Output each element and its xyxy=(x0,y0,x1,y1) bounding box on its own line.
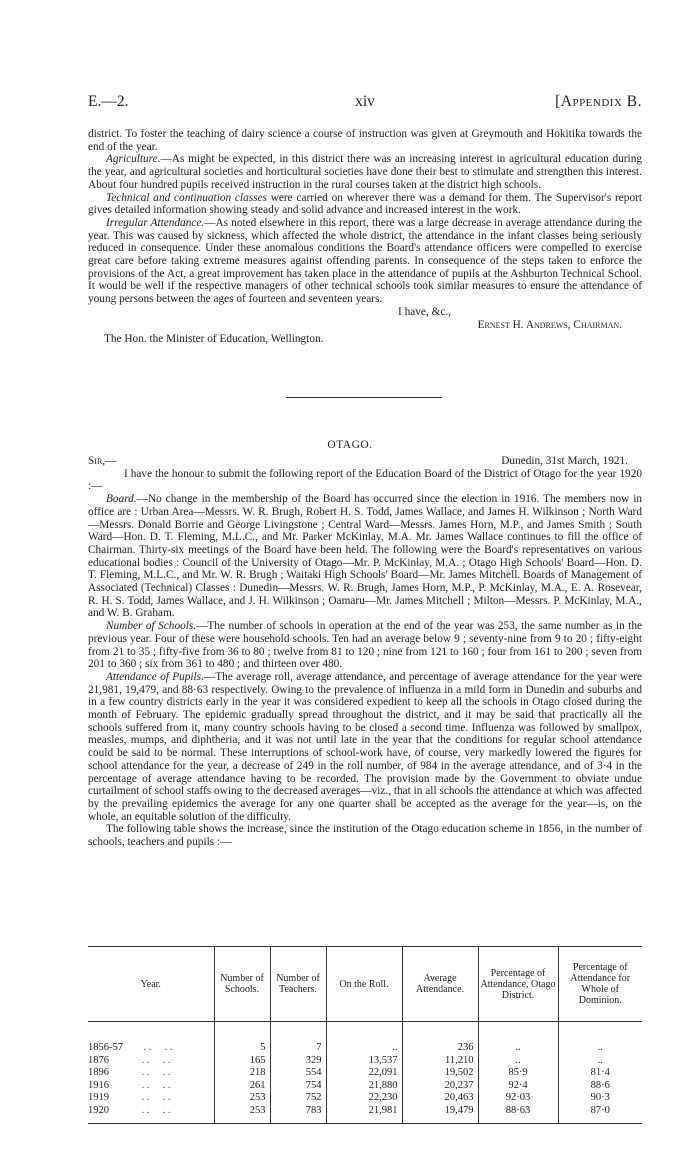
board-text: —No change in the membership of the Board has occurred since the election in 1916. The members now in office are : Urban Area—Messrs. W. R. Brugh, Robert H. S. Todd, James Wallace, and James H. Wilkinson ; North Ward—Messrs. Donald Borrie and George Livingstone ; Central Ward—Messrs. James Horn, M.P., and James Smith ; South Ward—Hon. D. T. Fleming, M.L.C., and Mr. Parker McKinlay, M.A. Mr. James Wallace continues to fill the office of Chairman. Thirty-six meetings of the Board have been held. The following were the Board's representatives on various educational bodies : Council of the University of Otago—Mr. P. McKinlay, M.A. ; Otago High Schools' Board—Hon. D. T. Fleming, M.L.C., and Mr. W. R. Brugh ; Waitaki High Schools' Board—Mr. James Mitchell. Boards of Management of Associated (Technical) Classes : Dunedin—Messrs. W. R. Brugh, James Horn, M.P., P. McKinlay, M.A., E. A. Rosevear, R. H. S. Todd, James Wallace, and J. H. Wilkinson ; Oamaru—Mr. James Mitchell ; Milton—Messrs. P. McKinlay, M.A., and W. B. Graham. xyxy=(88,493,642,620)
cell-pct-dominion: 81·4 xyxy=(558,1067,642,1080)
cell-year: 1919 . . . . xyxy=(88,1092,171,1103)
technical-text: were carried on wherever there was a demand for them. The Supervisor's report gives detailed information showing steady and solid advance and increased interest in the work. xyxy=(88,191,642,217)
cell-pct-dominion: 88·6 xyxy=(558,1080,642,1093)
paragraph-intro: I have the honour to submit the following report of the Education Board of the District of Otago for the year 1920 :— xyxy=(88,467,642,493)
section-title-otago: OTAGO. xyxy=(327,439,373,451)
paragraph-board xyxy=(88,493,642,620)
cell-year: 1920 . . . . xyxy=(88,1105,214,1124)
cell-teachers: 554 xyxy=(270,1067,326,1080)
cell-teachers: 752 xyxy=(270,1092,326,1105)
cell-teachers: 783 xyxy=(270,1105,326,1124)
addressee: The Hon. the Minister of Education, Wellington. xyxy=(104,333,324,346)
cell-pct-dominion: .. xyxy=(558,1042,642,1055)
cell-pct-dominion: 87·0 xyxy=(558,1105,642,1124)
cell-schools: 261 xyxy=(214,1080,270,1093)
header-reference: E.—2. xyxy=(88,93,129,110)
paragraph-technical xyxy=(88,192,642,217)
table-row xyxy=(88,1055,642,1068)
attendance-heading: Attendance of Pupils. xyxy=(106,670,204,683)
paragraph-table-intro: The following table shows the increase, since the institution of the Otago education scheme in 1856, in the number of schools, teachers and pupils :— xyxy=(88,823,642,849)
cell-roll: 21,880 xyxy=(326,1080,402,1093)
cell-roll: 22,230 xyxy=(326,1092,402,1105)
column-header-average-attendance: Average Attendance. xyxy=(402,947,478,1022)
cell-attendance: 20,237 xyxy=(402,1080,478,1093)
cell-pct-otago: 88·63 xyxy=(478,1105,558,1124)
irregular-attendance-text: —As noted elsewhere in this report, there was a large decrease in average attendance during the year. This was caused by sickness, which affected the whole district, the attendance in the infant classes being seriously reduced in consequence. Under these anomalous conditions the Board's attendance officers were compelled to exercise great care before taking extreme measures against offending parents. In consequence of the steps taken to enforce the provisions of the Act, a great improvement has taken place in the attendance of pupils at the Ashburton Technical School. It would be well if the respective managers of other technical schools took similar measures to ensure the attendance of young persons between the ages of fourteen and seventeen years. xyxy=(88,216,643,306)
cell-schools: 218 xyxy=(214,1067,270,1080)
cell-pct-dominion: 90·3 xyxy=(558,1092,642,1105)
paragraph-irregular-attendance xyxy=(88,217,642,306)
schools-heading: Number of Schools. xyxy=(106,620,197,633)
paragraph-agriculture xyxy=(88,153,642,191)
board-heading: Board. xyxy=(106,493,137,506)
section-divider xyxy=(286,397,442,398)
cell-roll: .. xyxy=(326,1042,402,1055)
cell-roll: 22,091 xyxy=(326,1067,402,1080)
canterbury-report-continuation xyxy=(88,128,642,346)
cell-pct-otago: .. xyxy=(478,1055,558,1068)
cell-attendance: 19,479 xyxy=(402,1105,478,1124)
table-row xyxy=(88,1080,642,1093)
cell-roll: 13,537 xyxy=(326,1055,402,1068)
table-row xyxy=(88,1042,642,1055)
cell-schools: 253 xyxy=(214,1092,270,1105)
table-row xyxy=(88,1105,642,1124)
column-header-year: Year. xyxy=(88,947,214,1022)
otago-statistics-table xyxy=(88,946,642,1124)
cell-teachers: 754 xyxy=(270,1080,326,1093)
agriculture-heading: Agriculture. xyxy=(106,153,161,166)
attendance-text: —The average roll, average attendance, and percentage of average attendance for the year were 21,981, 19,479, and 88·63 respectively. Owing to the prevalence of influenza in a mild form in Dunedin and suburbs and in a few country districts early in the year it was considered expedient to keep all the schools in Otago closed during the month of February. The epidemic gradually spread throughout the district, and it may be said that practically all the schools suffered from it, many country schools having to be closed a second time. Influenza was followed by smallpox, measles, mumps, and diphtheria, and it was not until late in the year that the conditions for regular school attendance could be said to be normal. These interruptions of school-work have, of course, very markedly lowered the figures for school attendance for the year, a decrease of 249 in the roll number, of 984 in the average attendance, and of 3·4 in the percentage of average attendance having to be recorded. The provision made by the Government to obviate undue curtailment of school staffs owing to the decreased averages—viz., that in all schools the attendance at which was affected by the prevailing epidemics the average for any one quarter shall be accepted as the average for the year—is, on the whole, an equitable solution of the difficulty. xyxy=(88,670,642,823)
cell-pct-dominion: .. xyxy=(558,1055,642,1068)
paragraph-attendance xyxy=(88,671,642,823)
cell-pct-otago: 92·03 xyxy=(478,1092,558,1105)
cell-pct-otago: .. xyxy=(478,1042,558,1055)
place-date: Dunedin, 31st March, 1921. xyxy=(501,455,628,467)
cell-attendance: 19,502 xyxy=(402,1067,478,1080)
cell-schools: 5 xyxy=(214,1042,270,1055)
cell-schools: 165 xyxy=(214,1055,270,1068)
cell-year: 1916 . . . . xyxy=(88,1079,171,1091)
cell-attendance: 236 xyxy=(402,1042,478,1055)
table-spacer-row xyxy=(88,1022,642,1043)
signature: Ernest H. Andrews, Chairman. xyxy=(477,318,622,331)
header-appendix: [Appendix B. xyxy=(555,93,642,110)
paragraph-dairy: district. To foster the teaching of dairy science a course of instruction was given at Greymouth and Hokitika towards the end of the year. xyxy=(88,128,642,153)
header-page-number: xiv xyxy=(355,93,375,110)
salutation: Sir,— xyxy=(88,455,117,467)
otago-report xyxy=(88,455,642,849)
column-header-schools: Number of Schools. xyxy=(214,947,270,1022)
table-header-row xyxy=(88,947,642,1022)
salutation-line xyxy=(88,455,642,468)
cell-year: 1876 . . . . xyxy=(88,1054,171,1066)
technical-heading: Technical and continuation classes xyxy=(106,191,267,204)
column-header-percentage-otago: Percentage of Attendance, Otago District. xyxy=(478,947,558,1022)
cell-teachers: 329 xyxy=(270,1055,326,1068)
cell-pct-otago: 92·4 xyxy=(478,1080,558,1093)
column-header-teachers: Number of Teachers. xyxy=(270,947,326,1022)
paragraph-number-of-schools xyxy=(88,620,642,671)
cell-schools: 253 xyxy=(214,1105,270,1124)
page-header xyxy=(88,93,642,115)
irregular-attendance-heading: Irregular Attendance. xyxy=(106,216,205,229)
closing-line: I have, &c., xyxy=(398,305,452,318)
table-row xyxy=(88,1092,642,1105)
column-header-roll: On the Roll. xyxy=(326,947,402,1022)
agriculture-text: —As might be expected, in this district there was an increasing interest in agricultural education during the year, and agricultural societies and horticultural societies have done their best to stimulate and strengthen this interest. About four hundred pupils received instruction in the rural courses taken at the district high schools. xyxy=(88,153,642,191)
column-header-percentage-dominion: Percentage of Attendance for Whole of Dominion. xyxy=(558,947,642,1022)
schools-text: —The number of schools in operation at the end of the year was 253, the same number as in the previous year. Four of these were household schools. Ten had an average below 9 ; seventy-nine from 9 to 20 ; fifty-eight from 21 to 35 ; fifty-five from 36 to 80 ; twelve from 81 to 120 ; nine from 121 to 160 ; four from 161 to 200 ; seven from 201 to 360 ; six from 361 to 480 ; and thirteen over 480. xyxy=(88,620,642,671)
cell-pct-otago: 85·9 xyxy=(478,1067,558,1080)
cell-attendance: 20,463 xyxy=(402,1092,478,1105)
table-row xyxy=(88,1067,642,1080)
cell-year: 1856-57 . . . . xyxy=(88,1042,173,1053)
cell-teachers: 7 xyxy=(270,1042,326,1055)
cell-year: 1896 . . . . xyxy=(88,1067,171,1078)
cell-attendance: 11,210 xyxy=(402,1055,478,1068)
cell-roll: 21,981 xyxy=(326,1105,402,1124)
